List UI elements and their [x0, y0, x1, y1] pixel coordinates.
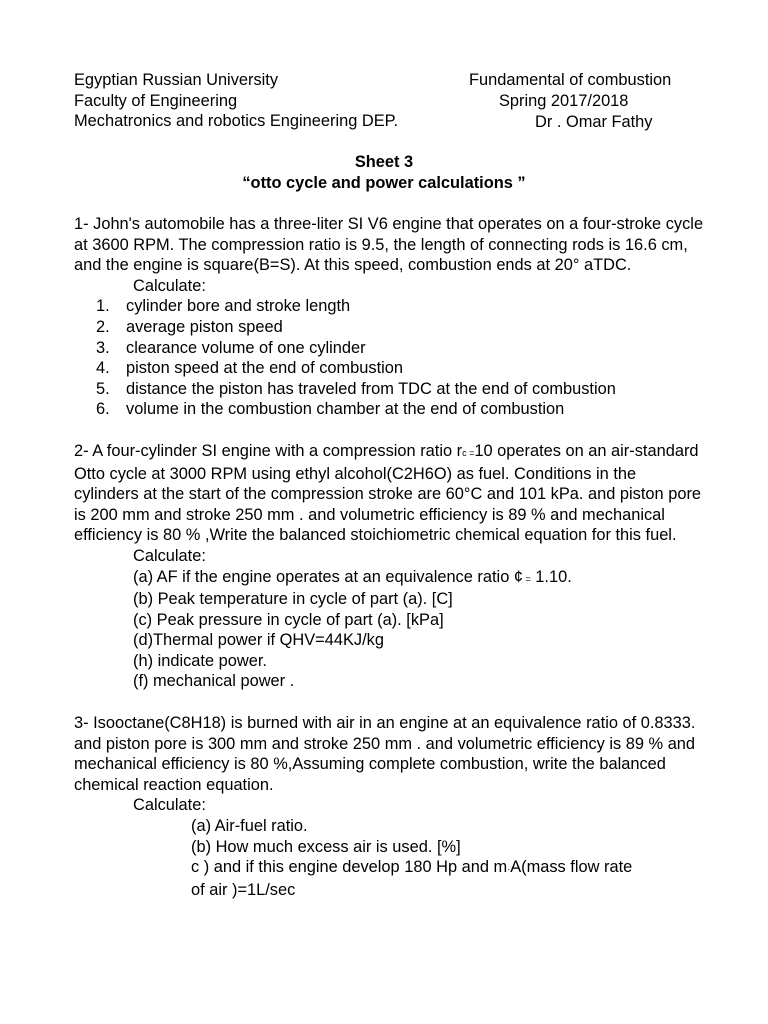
- sheet-body: [74, 214, 704, 921]
- list-item: 5. distance the piston has traveled from TDC at the end of combustion: [96, 379, 616, 398]
- question-3-text: 3- Isooctane(C8H18) is burned with air in an engine at an equivalence ratio of 0.8333. and piston pore is 300 mm and stroke 250 mm . and volumetric efficiency is 89 % and mechanical efficiency is 80 %,Assuming complete combustion, write the balanced chemical reaction equation.: [74, 714, 696, 794]
- sheet-topic: “otto cycle and power calculations ”: [242, 173, 526, 192]
- list-item: (a) AF if the engine operates at an equivalence ratio ¢ = 1.10.: [133, 567, 572, 586]
- semester: Spring 2017/2018: [499, 92, 629, 110]
- question-1-items: [74, 296, 704, 420]
- question-2-text: 2- A four-cylinder SI engine with a compression ratio rc =10 operates on an air-standard Otto cycle at 3000 RPM using ethyl alcohol(C2H6O) as fuel. Conditions in the cylinders at the start of the compression stroke are 60°C and 101 kPa. and piston pore is 200 mm and stroke 250 mm . and volumetric efficiency is 89 % and mechanical efficiency is 80 % ,Write the balanced stoichiometric chemical equation for this fuel.: [74, 441, 702, 545]
- list-item: of air )=1L/sec: [191, 880, 296, 899]
- sheet-title: [0, 152, 768, 193]
- question-3-calculate: Calculate:: [133, 796, 206, 815]
- list-item: 6. volume in the combustion chamber at the end of combustion: [96, 400, 565, 419]
- list-item: (c) Peak pressure in cycle of part (a). [kPa]: [133, 610, 444, 629]
- list-item: (f) mechanical power .: [133, 672, 295, 691]
- list-item: (b) How much excess air is used. [%]: [191, 837, 461, 856]
- list-item: 1. cylinder bore and stroke length: [96, 297, 351, 316]
- sheet-number: Sheet 3: [354, 153, 414, 171]
- question-1-text: 1- John's automobile has a three-liter SI V6 engine that operates on a four-stroke cycle at 3600 RPM. The compression ratio is 9.5, the length of connecting rods is 16.6 cm, and the engine is square(B=S). At this speed, combustion ends at 20° aTDC.: [74, 215, 704, 275]
- question-2-calculate: Calculate:: [133, 546, 206, 565]
- list-item: (b) Peak temperature in cycle of part (a). [C]: [133, 590, 453, 609]
- list-item: (h) indicate power.: [133, 651, 267, 670]
- department-name: Mechatronics and robotics Engineering DEP.: [74, 112, 399, 131]
- university-name: Egyptian Russian University: [74, 71, 279, 89]
- question-1-calculate: Calculate:: [133, 276, 206, 295]
- question-1: [74, 214, 704, 420]
- list-item: 4. piston speed at the end of combustion: [96, 359, 404, 378]
- list-item: 3. clearance volume of one cylinder: [96, 338, 366, 357]
- list-item: 2. average piston speed: [96, 317, 283, 336]
- course-name: Fundamental of combustion: [469, 71, 672, 89]
- list-item: (d)Thermal power if QHV=44KJ/kg: [133, 631, 384, 650]
- instructor: Dr . Omar Fathy: [535, 113, 653, 131]
- list-item: (a) Air-fuel ratio.: [191, 817, 308, 836]
- question-2: [74, 441, 704, 692]
- faculty-name: Faculty of Engineering: [74, 91, 238, 110]
- header-left: [74, 70, 398, 132]
- list-item: c ) and if this engine develop 180 Hp and m·A(mass flow rate: [191, 858, 633, 877]
- question-3: [74, 713, 704, 900]
